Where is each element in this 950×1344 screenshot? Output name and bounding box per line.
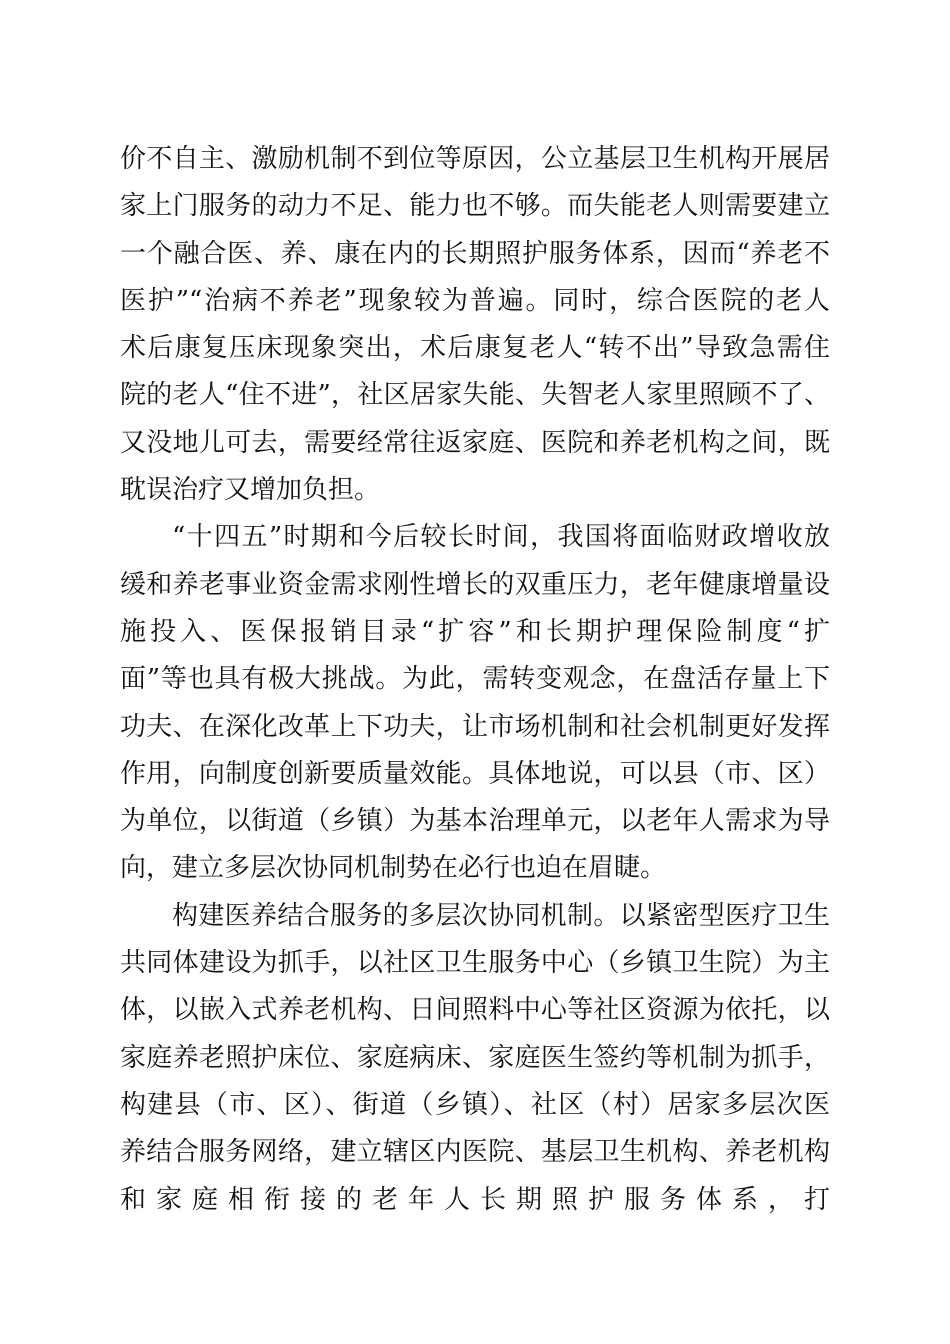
text-line: 一个融合医、养、康在内的长期照护服务体系，因而“养老不 [120, 238, 830, 269]
text-line: 家上门服务的动力不足、能力也不够。而失能老人则需要建立 [120, 191, 830, 222]
text-line: 又没地儿可去，需要经常往返家庭、医院和养老机构之间，既 [120, 427, 830, 458]
text-line: 养结合服务网络，建立辖区内医院、基层卫生机构、养老机构 [120, 1137, 830, 1168]
text-line: 医护”“治病不养老”现象较为普遍。同时，综合医院的老人 [120, 285, 830, 316]
text-line: 家庭养老照护床位、家庭病床、家庭医生签约等机制为抓手， [120, 1042, 830, 1073]
paragraph-start-line: 构建医养结合服务的多层次协同机制。以紧密型医疗卫生 [172, 900, 830, 931]
text-line: 共同体建设为抓手，以社区卫生服务中心（乡镇卫生院）为主 [120, 948, 830, 979]
paragraph-start-line: “十四五”时期和今后较长时间，我国将面临财政增收放 [172, 522, 830, 553]
text-line: 和家庭相衔接的老年人长期照护服务体系，打 [120, 1184, 830, 1215]
text-line: 为单位，以街道（乡镇）为基本治理单元，以老年人需求为导 [120, 806, 830, 837]
text-line: 向，建立多层次协同机制势在必行也迫在眉睫。 [120, 853, 667, 884]
text-line: 作用，向制度创新要质量效能。具体地说，可以县（市、区） [120, 758, 830, 789]
text-line: 构建县（市、区）、街道（乡镇）、社区（村）居家多层次医 [120, 1089, 830, 1120]
body-text [120, 136, 830, 1224]
text-line: 院的老人“住不进”，社区居家失能、失智老人家里照顾不了、 [120, 380, 830, 411]
text-line: 施投入、医保报销目录“扩容”和长期护理保险制度“扩 [120, 616, 830, 647]
text-line: 功夫、在深化改革上下功夫，让市场机制和社会机制更好发挥 [120, 711, 830, 742]
text-line: 缓和养老事业资金需求刚性增长的双重压力，老年健康增量设 [120, 569, 830, 600]
text-line: 体，以嵌入式养老机构、日间照料中心等社区资源为依托，以 [120, 995, 830, 1026]
text-line: 耽误治疗又增加负担。 [120, 475, 381, 506]
text-line: 面”等也具有极大挑战。为此，需转变观念，在盘活存量上下 [120, 664, 830, 695]
text-line: 术后康复压床现象突出，术后康复老人“转不出”导致急需住 [120, 333, 830, 364]
text-line: 价不自主、激励机制不到位等原因，公立基层卫生机构开展居 [120, 144, 830, 174]
